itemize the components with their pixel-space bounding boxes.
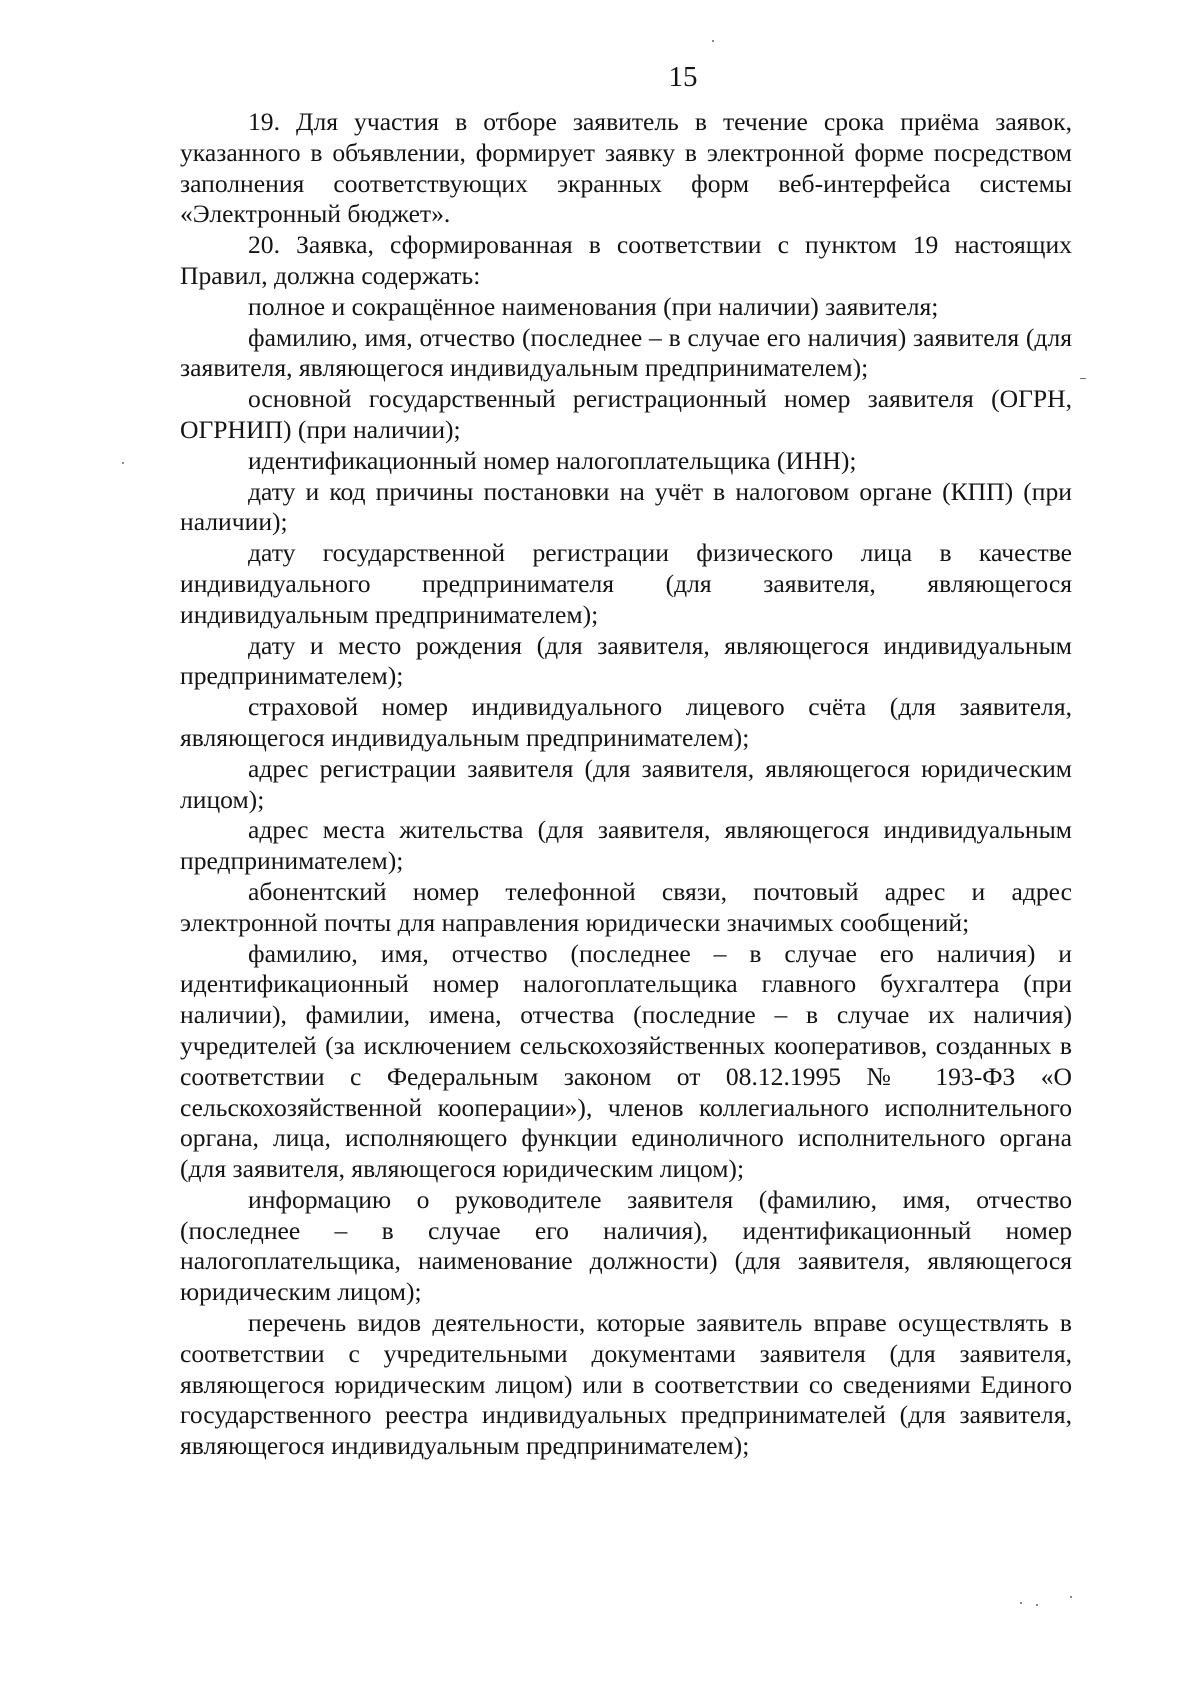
list-item-full-name: фамилию, имя, отчество (последнее – в случае его наличия) заявителя (для заявителя, являющегося индивидуальным предпринимателем); — [180, 322, 1072, 383]
scan-speck — [122, 462, 124, 464]
list-item-name: полное и сокращённое наименования (при наличии) заявителя; — [248, 291, 939, 321]
page-number: 15 — [668, 61, 698, 93]
document-body — [180, 107, 1072, 1462]
list-item-contacts: абонентский номер телефонной связи, почтовый адрес и адрес электронной почты для направления юридически значимых сообщений; — [180, 876, 1072, 937]
list-item-founders: фамилию, имя, отчество (последнее – в случае его наличия) и идентификационный номер налогоплательщика главного бухгалтера (при наличии), фамилии, имена, отчества (последние – в случае их наличия) учредителей (за исключением сельскохозяйственных кооперативов, созданных в соответствии с Федеральным законом от 08.12.1995 № 193-ФЗ «О сельскохозяйственной кооперации»), членов коллегиального исполнительного органа, лица, исполняющего функции единоличного исполнительного органа (для заявителя, являющегося юридическим лицом); — [180, 938, 1072, 1184]
list-item-inn: идентификационный номер налогоплательщика (ИНН); — [248, 445, 857, 475]
scan-speck — [1080, 378, 1086, 379]
list-item-birth: дату и место рождения (для заявителя, являющегося индивидуальным предпринимателем); — [180, 630, 1072, 691]
list-item-snils: страховой номер индивидуального лицевого счёта (для заявителя, являющегося индивидуальным предпринимателем); — [180, 692, 1072, 752]
list-item-kpp: дату и код причины постановки на учёт в налоговом органе (КПП) (при наличии); — [180, 476, 1072, 537]
scan-speck — [712, 40, 714, 42]
list-item-legal-address: адрес регистрации заявителя (для заявителя, являющегося юридическим лицом); — [180, 753, 1072, 814]
list-item-ogrn: основной государственный регистрационный номер заявителя (ОГРН, ОГРНИП) (при наличии); — [180, 384, 1072, 444]
list-item-activities: перечень видов деятельности, которые заявитель вправе осуществлять в соответствии с учредительными документами заявителя (для заявителя, являющегося юридическим лицом) или в соответствии со сведениями Единого государственного реестра индивидуальных предпринимателей (для заявителя, являющегося индивидуальным предпринимателем); — [180, 1308, 1072, 1461]
paragraph-19: 19. Для участия в отборе заявитель в течение срока приёма заявок, указанного в объявлении, формирует заявку в электронной форме посредством заполнения соответствующих экранных форм веб-интерфейса системы «Электронный бюджет». — [180, 107, 1072, 229]
list-item-residence-address: адрес места жительства (для заявителя, являющегося индивидуальным предпринимателем); — [180, 815, 1072, 876]
scan-speck — [1020, 1602, 1022, 1604]
list-item-director: информацию о руководителе заявителя (фамилию, имя, отчество (последнее – в случае его наличия), идентификационный номер налогоплательщика, наименование должности) (для заявителя, являющегося юридическим лицом); — [180, 1184, 1072, 1307]
scan-speck — [1070, 1596, 1072, 1598]
list-item-registration-date: дату государственной регистрации физического лица в качестве индивидуального предпринимателя (для заявителя, являющегося индивидуальным предпринимателем); — [180, 538, 1072, 629]
paragraph-20: 20. Заявка, сформированная в соответствии с пунктом 19 настоящих Правил, должна содержать: — [180, 230, 1072, 290]
scan-speck — [1036, 1604, 1038, 1606]
